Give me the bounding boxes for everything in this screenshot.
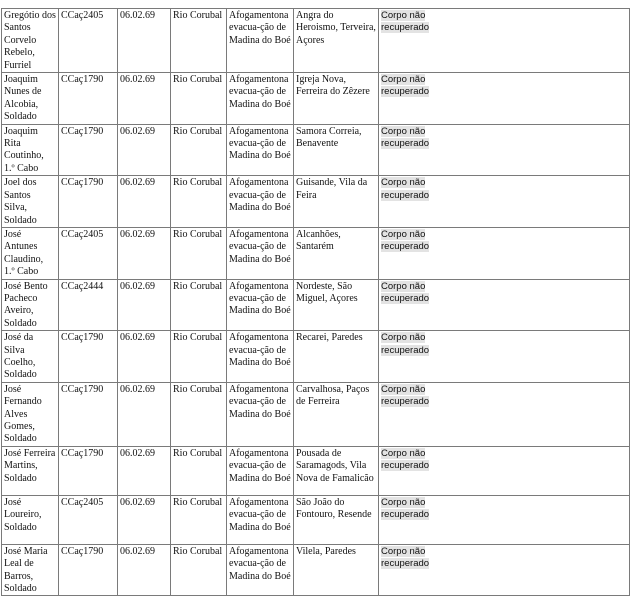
date-text: 06.02.69	[120, 545, 155, 557]
name-text: José Antunes Claudino, 1.º Cabo	[4, 228, 44, 278]
name-text: Joaquim Rita Coutinho, 1.º Cabo	[4, 125, 44, 174]
date-cell	[118, 544, 171, 596]
place-cell	[171, 73, 227, 125]
status-cell	[379, 9, 630, 73]
name-text: José Bento Pacheco Aveiro, Soldado	[4, 280, 48, 329]
place-text: Rio Corubal	[173, 280, 223, 292]
cause-text: Afogamentona evacua-ção de Madina do Boé	[229, 545, 291, 582]
place-cell	[171, 9, 227, 73]
date-cell	[118, 279, 171, 331]
casualty-table-body	[2, 9, 630, 596]
origin-text: Angra do Heroismo, Terveira, Açores	[296, 10, 376, 46]
status-line-1: Corpo não	[381, 177, 426, 189]
place-cell	[171, 227, 227, 279]
status-cell	[379, 124, 630, 176]
table-row	[2, 9, 630, 73]
cause-text: Afogamentona evacua-ção de Madina do Boé	[229, 74, 291, 110]
unit-text: CCaç1790	[61, 383, 104, 395]
name-cell	[2, 9, 59, 73]
origin-cell	[294, 124, 379, 176]
unit-cell	[59, 176, 118, 228]
place-cell	[171, 124, 227, 176]
table-row	[2, 279, 630, 331]
status-line-1: Corpo não	[381, 545, 426, 557]
status-line-2: recuperado	[381, 558, 430, 570]
cause-text: Afogamentona evacua-ção de Madina do Boé	[229, 125, 291, 162]
status-text	[381, 177, 429, 200]
date-cell	[118, 446, 171, 495]
name-cell	[2, 176, 59, 228]
status-line-2: recuperado	[381, 344, 430, 356]
status-line-1: Corpo não	[381, 228, 426, 240]
origin-text: Carvalhosa, Paços de Ferreira	[296, 383, 370, 408]
cause-text: Afogamentona evacua-ção de Madina do Boé	[229, 228, 291, 265]
name-text: José Loureiro, Soldado	[4, 496, 42, 533]
origin-text: Nordeste, São Miguel, Açores	[296, 280, 358, 304]
place-cell	[171, 382, 227, 446]
origin-cell	[294, 544, 379, 596]
date-cell	[118, 9, 171, 73]
date-text: 06.02.69	[120, 447, 155, 459]
date-text: 06.02.69	[120, 228, 155, 240]
unit-text: CCaç1790	[61, 332, 104, 344]
unit-text: CCaç1790	[61, 447, 104, 459]
date-cell	[118, 331, 171, 383]
status-cell	[379, 544, 630, 596]
status-line-1: Corpo não	[381, 280, 426, 292]
status-cell	[379, 279, 630, 331]
name-cell	[2, 73, 59, 125]
table-row	[2, 227, 630, 279]
origin-cell	[294, 73, 379, 125]
status-line-1: Corpo não	[381, 10, 426, 21]
table-row	[2, 73, 630, 125]
origin-text: Guisande, Vila da Feira	[296, 177, 368, 201]
status-cell	[379, 331, 630, 383]
status-text	[381, 281, 429, 304]
unit-text: CCaç1790	[61, 177, 104, 189]
status-text	[381, 332, 429, 355]
name-cell	[2, 544, 59, 596]
date-cell	[118, 495, 171, 544]
status-text	[381, 448, 429, 471]
place-text: Rio Corubal	[173, 447, 223, 459]
status-cell	[379, 227, 630, 279]
origin-text: São João do Fontouro, Resende	[296, 496, 372, 521]
name-cell	[2, 227, 59, 279]
unit-cell	[59, 382, 118, 446]
origin-text: Recarei, Paredes	[296, 332, 363, 344]
name-cell	[2, 446, 59, 495]
place-text: Rio Corubal	[173, 177, 223, 189]
origin-text: Igreja Nova, Ferreira do Zêzere	[296, 74, 370, 98]
cause-cell	[227, 331, 294, 383]
table-row	[2, 331, 630, 383]
name-text: José Maria Leal de Barros, Soldado	[4, 545, 48, 595]
origin-cell	[294, 176, 379, 228]
date-cell	[118, 176, 171, 228]
place-cell	[171, 176, 227, 228]
place-text: Rio Corubal	[173, 545, 223, 557]
status-text	[381, 74, 429, 97]
place-text: Rio Corubal	[173, 228, 223, 240]
place-text: Rio Corubal	[173, 496, 223, 508]
cause-text: Afogamentona evacua-ção de Madina do Boé	[229, 177, 291, 214]
cause-cell	[227, 176, 294, 228]
origin-text: Pousada de Saramagods, Vila Nova de Famalicão	[296, 447, 374, 484]
name-text: José Ferreira Martins, Soldado	[4, 447, 56, 484]
name-text: José Fernando Alves Gomes, Soldado	[4, 383, 42, 445]
date-text: 06.02.69	[120, 177, 155, 189]
unit-text: CCaç2405	[61, 496, 104, 508]
place-text: Rio Corubal	[173, 383, 223, 395]
origin-text: Samora Correia, Benavente	[296, 125, 362, 150]
status-line-1: Corpo não	[381, 383, 426, 395]
date-text: 06.02.69	[120, 383, 155, 395]
date-text: 06.02.69	[120, 332, 155, 344]
status-line-1: Corpo não	[381, 125, 426, 137]
unit-cell	[59, 279, 118, 331]
table-row	[2, 124, 630, 176]
status-line-2: recuperado	[381, 241, 430, 253]
name-text: Joaquim Nunes de Alcobia, Soldado	[4, 74, 42, 123]
place-text: Rio Corubal	[173, 74, 223, 86]
status-text	[381, 384, 429, 407]
status-text	[381, 497, 429, 520]
unit-cell	[59, 446, 118, 495]
cause-cell	[227, 382, 294, 446]
date-cell	[118, 227, 171, 279]
table-row	[2, 544, 630, 596]
place-cell	[171, 544, 227, 596]
status-text	[381, 10, 429, 33]
table-row	[2, 176, 630, 228]
place-cell	[171, 279, 227, 331]
date-text: 06.02.69	[120, 125, 155, 137]
status-cell	[379, 495, 630, 544]
cause-text: Afogamentona evacua-ção de Madina do Boé	[229, 447, 291, 484]
name-cell	[2, 495, 59, 544]
status-text	[381, 229, 429, 252]
status-line-1: Corpo não	[381, 496, 426, 508]
date-text: 06.02.69	[120, 280, 155, 292]
status-cell	[379, 73, 630, 125]
name-cell	[2, 382, 59, 446]
casualty-table	[1, 8, 630, 596]
place-cell	[171, 331, 227, 383]
cause-cell	[227, 446, 294, 495]
unit-cell	[59, 124, 118, 176]
cause-text: Afogamentona evacua-ção de Madina do Boé	[229, 496, 291, 533]
cause-text: Afogamentona evacua-ção de Madina do Boé	[229, 383, 291, 420]
origin-cell	[294, 9, 379, 73]
origin-cell	[294, 279, 379, 331]
status-cell	[379, 176, 630, 228]
status-line-2: recuperado	[381, 292, 430, 304]
status-line-2: recuperado	[381, 189, 430, 201]
name-cell	[2, 331, 59, 383]
name-text: Gregótio dos Santos Corvelo Rebelo, Furriel	[4, 10, 56, 71]
unit-cell	[59, 9, 118, 73]
place-text: Rio Corubal	[173, 332, 223, 344]
cause-cell	[227, 73, 294, 125]
status-cell	[379, 446, 630, 495]
unit-text: CCaç2405	[61, 228, 104, 240]
origin-text: Vilela, Paredes	[296, 545, 356, 557]
table-row	[2, 495, 630, 544]
cause-cell	[227, 544, 294, 596]
status-text	[381, 126, 429, 149]
date-cell	[118, 382, 171, 446]
cause-cell	[227, 124, 294, 176]
unit-cell	[59, 227, 118, 279]
unit-text: CCaç1790	[61, 125, 104, 137]
place-cell	[171, 495, 227, 544]
status-line-2: recuperado	[381, 22, 430, 34]
origin-cell	[294, 331, 379, 383]
status-line-2: recuperado	[381, 86, 430, 98]
place-cell	[171, 446, 227, 495]
status-cell	[379, 382, 630, 446]
unit-cell	[59, 331, 118, 383]
name-text: Joel dos Santos Silva, Soldado	[4, 177, 37, 226]
place-text: Rio Corubal	[173, 10, 223, 21]
cause-cell	[227, 9, 294, 73]
cause-cell	[227, 495, 294, 544]
date-cell	[118, 124, 171, 176]
status-line-1: Corpo não	[381, 332, 426, 344]
unit-cell	[59, 544, 118, 596]
name-cell	[2, 279, 59, 331]
cause-cell	[227, 279, 294, 331]
place-text: Rio Corubal	[173, 125, 223, 137]
status-line-1: Corpo não	[381, 74, 426, 86]
unit-text: CCaç1790	[61, 74, 104, 86]
status-text	[381, 546, 429, 569]
table-row	[2, 446, 630, 495]
origin-cell	[294, 495, 379, 544]
status-line-2: recuperado	[381, 396, 430, 408]
origin-text: Alcanhões, Santarém	[296, 228, 341, 253]
cause-cell	[227, 227, 294, 279]
cause-text: Afogamentona evacua-ção de Madina do Boé	[229, 280, 291, 317]
cause-text: Afogamentona evacua-ção de Madina do Boé	[229, 10, 291, 46]
date-text: 06.02.69	[120, 10, 155, 21]
date-text: 06.02.69	[120, 496, 155, 508]
unit-cell	[59, 495, 118, 544]
status-line-2: recuperado	[381, 509, 430, 521]
cause-text: Afogamentona evacua-ção de Madina do Boé	[229, 332, 291, 368]
status-line-2: recuperado	[381, 138, 430, 150]
status-line-2: recuperado	[381, 460, 430, 472]
date-cell	[118, 73, 171, 125]
status-line-1: Corpo não	[381, 447, 426, 459]
origin-cell	[294, 382, 379, 446]
table-row	[2, 382, 630, 446]
date-text: 06.02.69	[120, 74, 155, 86]
name-text: José da Silva Coelho, Soldado	[4, 332, 37, 381]
unit-cell	[59, 73, 118, 125]
unit-text: CCaç1790	[61, 545, 104, 557]
origin-cell	[294, 227, 379, 279]
unit-text: CCaç2405	[61, 10, 104, 21]
unit-text: CCaç2444	[61, 280, 104, 292]
origin-cell	[294, 446, 379, 495]
name-cell	[2, 124, 59, 176]
